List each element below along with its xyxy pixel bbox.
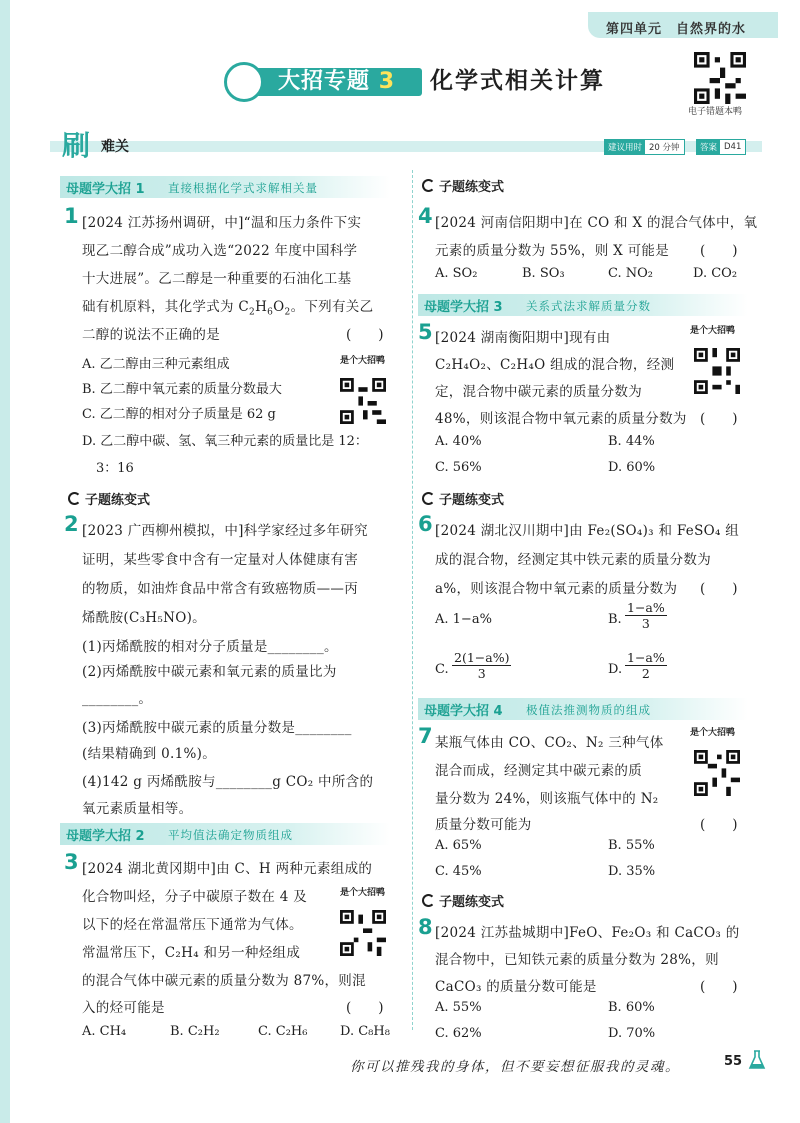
q2-line: 烯酰胺(C₃H₅NO)。 xyxy=(82,610,206,626)
section-key-4: 母题学大招 4 xyxy=(424,704,503,719)
q2-part-3[interactable]: (3)丙烯酰胺中碳元素的质量分数是________ xyxy=(82,720,352,736)
question-number: 1 xyxy=(64,204,79,228)
badge-label: 是个大招鸭 xyxy=(690,326,736,336)
option-d[interactable]: D. 乙二醇中碳、氢、氧三种元素的质量比是 12： xyxy=(82,434,368,449)
q5-line: 48%，则该混合物中氧元素的质量分数为 xyxy=(435,411,687,427)
topic-label-text: 大招专题 xyxy=(278,69,371,94)
sub-head xyxy=(422,489,504,508)
option-b[interactable]: B. 60% xyxy=(608,1000,655,1015)
option-c[interactable]: C. C₂H₆ xyxy=(258,1024,308,1039)
sub-head-icon xyxy=(422,492,435,505)
section-desc-1: 直接根据化学式求解相关量 xyxy=(168,181,318,195)
answer-paren[interactable]: ( ) xyxy=(700,979,738,995)
answer-paren[interactable]: ( ) xyxy=(346,327,384,343)
q7-line: 质量分数可能为 xyxy=(435,817,532,833)
q3-line: 以下的烃在常温常压下通常为气体。 xyxy=(82,917,303,933)
option-d[interactable]: D. 70% xyxy=(608,1026,656,1041)
q2-part-3-cont: (结果精确到 0.1%)。 xyxy=(82,746,217,762)
option-a[interactable]: A. 55% xyxy=(435,1000,482,1015)
qr-code-icon[interactable] xyxy=(340,910,386,956)
option-c[interactable]: C. 56% xyxy=(435,460,482,475)
sub-head-text: 子题练变式 xyxy=(439,895,505,910)
option-c[interactable]: C. 乙二醇的相对分子质量是 62 g xyxy=(82,407,276,422)
option-a[interactable]: A. SO₂ xyxy=(435,266,478,281)
sub-head xyxy=(422,176,504,195)
q5-line: [2024 湖南衡阳期中]现有由 xyxy=(435,330,611,346)
q8-line: CaCO₃ 的质量分数可能是 xyxy=(435,979,597,995)
option-d[interactable]: D. 60% xyxy=(608,460,656,475)
option-b[interactable]: B. 55% xyxy=(608,838,655,853)
column-divider xyxy=(412,170,413,1030)
unit-title: 第四单元 自然界的水 xyxy=(606,22,747,37)
option-a[interactable]: A. CH₄ xyxy=(82,1024,127,1039)
topic-number: 3 xyxy=(378,69,395,94)
q6-line: a%，则该混合物中氧元素的质量分数为 xyxy=(435,581,678,597)
option-a[interactable]: A. 40% xyxy=(435,434,482,449)
q1-line: 础有机原料，其化学式为 $C_2H_6O_2$。下列有关乙 xyxy=(82,299,374,318)
q1-line: 二醇的说法不正确的是 xyxy=(82,327,220,343)
answer-paren[interactable]: ( ) xyxy=(346,1000,384,1016)
answer-paren[interactable]: ( ) xyxy=(700,817,738,833)
sub-head-icon xyxy=(422,179,435,192)
option-a[interactable]: A. 1−a% xyxy=(435,612,492,627)
q6-line: 成的混合物，经测定其中铁元素的质量分数为 xyxy=(435,552,711,568)
fraction-numerator: 2(1−a%) xyxy=(454,650,510,665)
question-number: 3 xyxy=(64,850,79,874)
level-label: 难关 xyxy=(101,139,129,155)
flask-icon xyxy=(748,1050,766,1070)
fraction-denominator: 2 xyxy=(641,666,650,681)
page xyxy=(10,0,800,1123)
sub-head-icon xyxy=(68,492,81,505)
qr-code-icon[interactable] xyxy=(694,750,740,796)
q2-part-2-cont[interactable]: ________。 xyxy=(82,691,153,707)
option-a[interactable]: A. 65% xyxy=(435,838,482,853)
time-value: 20 分钟 xyxy=(649,143,680,153)
option-c-fraction[interactable] xyxy=(452,650,511,681)
question-number: 2 xyxy=(64,512,79,536)
answer-paren[interactable]: ( ) xyxy=(700,581,738,597)
level-mark: 刷 xyxy=(62,129,91,162)
q3-line: 的混合气体中碳元素的质量分数为 87%，则混 xyxy=(82,973,366,989)
section-desc-3: 关系式法求解质量分数 xyxy=(526,299,651,313)
badge-label: 是个大招鸭 xyxy=(690,728,736,738)
q8-line: [2024 江苏盐城期中]FeO、Fe₂O₃ 和 CaCO₃ 的 xyxy=(435,925,740,941)
mascot-logo-icon xyxy=(224,62,264,102)
section-desc-4: 极值法推测物质的组成 xyxy=(526,703,651,717)
q3-line: 化合物叫烃，分子中碳原子数在 4 及 xyxy=(82,889,308,905)
q4-line: [2024 河南信阳期中]在 CO 和 X 的混合气体中，氧 xyxy=(435,215,758,231)
q3-line: 入的烃可能是 xyxy=(82,1000,165,1016)
option-c[interactable]: C. NO₂ xyxy=(608,266,653,281)
suggested-time-badge xyxy=(604,139,685,155)
q2-part-4[interactable]: (4)142 g 丙烯酰胺与________g CO₂ 中所含的 xyxy=(82,774,374,790)
option-d[interactable]: D. 35% xyxy=(608,864,656,879)
q7-line: 某瓶气体由 CO、CO₂、N₂ 三种气体 xyxy=(435,735,664,751)
question-number: 8 xyxy=(418,915,433,939)
answer-value: D41 xyxy=(724,142,742,152)
section-key-2: 母题学大招 2 xyxy=(66,829,145,844)
answer-paren[interactable]: ( ) xyxy=(700,243,738,259)
time-key: 建议用时 xyxy=(605,140,645,154)
qr-caption: 电子错题本鸭 xyxy=(688,107,743,117)
q2-part-1[interactable]: (1)丙烯酰胺的相对分子质量是________。 xyxy=(82,639,338,655)
sub-head-text: 子题练变式 xyxy=(439,493,505,508)
q2-line: 的物质，如油炸食品中常含有致癌物质——丙 xyxy=(82,581,358,597)
section-key-1: 母题学大招 1 xyxy=(66,182,145,197)
answer-key: 答案 xyxy=(697,140,720,154)
q2-part-4-cont: 氧元素质量相等。 xyxy=(82,801,193,817)
question-number: 4 xyxy=(418,204,433,228)
option-b[interactable]: B. 乙二醇中氧元素的质量分数最大 xyxy=(82,382,282,397)
q6-line: [2024 湖北汉川期中]由 Fe₂(SO₄)₃ 和 FeSO₄ 组 xyxy=(435,523,740,539)
q8-line: 混合物中，已知铁元素的质量分数为 28%，则 xyxy=(435,952,719,968)
q1-line-text: 。下列有关乙 xyxy=(290,299,374,315)
section-key-3: 母题学大招 3 xyxy=(424,300,503,315)
qr-code-icon[interactable] xyxy=(694,348,740,394)
badge-label: 是个大招鸭 xyxy=(340,356,386,366)
option-c-label[interactable]: C. xyxy=(435,662,449,677)
option-a[interactable]: A. 乙二醇由三种元素组成 xyxy=(82,357,230,372)
q7-line: 混合而成，经测定其中碳元素的质 xyxy=(435,763,642,779)
question-number: 6 xyxy=(418,512,433,536)
answer-paren[interactable]: ( ) xyxy=(700,411,738,427)
q5-line: 定，混合物中碳元素的质量分数为 xyxy=(435,384,642,400)
sub-head-icon xyxy=(422,894,435,907)
page-number: 55 xyxy=(724,1054,743,1069)
q2-line: 证明，某些零食中含有一定量对人体健康有害 xyxy=(82,552,358,568)
topic-label xyxy=(278,64,395,95)
question-number: 5 xyxy=(418,320,433,344)
sub-head-text: 子题练变式 xyxy=(85,493,151,508)
fraction-numerator: 1−a% xyxy=(627,600,665,615)
q1-line: [2024 江苏扬州调研，中]“温和压力条件下实 xyxy=(82,215,362,231)
fraction-denominator: 3 xyxy=(641,616,650,631)
q3-line: [2024 湖北黄冈期中]由 C、H 两种元素组成的 xyxy=(82,861,373,877)
option-d-fraction[interactable] xyxy=(625,650,667,681)
option-b[interactable]: B. C₂H₂ xyxy=(170,1024,220,1039)
q5-line: C₂H₄O₂、C₂H₄O 组成的混合物，经测 xyxy=(435,357,675,373)
q3-line: 常温常压下，C₂H₄ 和另一种烃组成 xyxy=(82,945,301,961)
fraction-numerator: 1−a% xyxy=(627,650,665,665)
fraction-denominator: 3 xyxy=(477,666,486,681)
q1-line-text: 础有机原料，其化学式为 C xyxy=(82,299,250,315)
option-d-label[interactable]: D. xyxy=(608,662,623,677)
qr-code-icon[interactable] xyxy=(340,378,386,424)
option-b-label[interactable]: B. xyxy=(608,612,622,627)
q1-line: 十大进展”。乙二醇是一种重要的石油化工基 xyxy=(82,271,352,287)
q7-line: 量分数为 24%，则该瓶气体中的 N₂ xyxy=(435,791,659,807)
option-c[interactable]: C. 45% xyxy=(435,864,482,879)
option-b[interactable]: B. 44% xyxy=(608,434,655,449)
option-d-cont: 3：16 xyxy=(96,461,134,476)
sub-head xyxy=(68,489,150,508)
option-c[interactable]: C. 62% xyxy=(435,1026,482,1041)
page-title: 化学式相关计算 xyxy=(430,68,605,94)
option-b-fraction[interactable] xyxy=(625,600,667,631)
q1-line: 现乙二醇合成”成功入选“2022 年度中国科学 xyxy=(82,243,358,259)
q2-part-2[interactable]: (2)丙烯酰胺中碳元素和氧元素的质量比为 xyxy=(82,664,337,680)
option-d[interactable]: D. CO₂ xyxy=(693,266,738,281)
option-b[interactable]: B. SO₃ xyxy=(522,266,565,281)
section-desc-2: 平均值法确定物质组成 xyxy=(168,828,293,842)
badge-label: 是个大招鸭 xyxy=(340,888,386,898)
sub-head xyxy=(422,891,504,910)
q2-line: [2023 广西柳州模拟，中]科学家经过多年研究 xyxy=(82,523,368,539)
option-d[interactable]: D. C₈H₈ xyxy=(340,1024,390,1039)
sub-head-text: 子题练变式 xyxy=(439,180,505,195)
q4-line: 元素的质量分数为 55%，则 X 可能是 xyxy=(435,243,669,259)
answer-page-badge xyxy=(696,139,746,155)
question-number: 7 xyxy=(418,724,433,748)
footer-quote: 你可以推残我的身体，但不要妄想征服我的灵魂。 xyxy=(350,1059,680,1075)
qr-code-icon[interactable] xyxy=(694,52,746,104)
